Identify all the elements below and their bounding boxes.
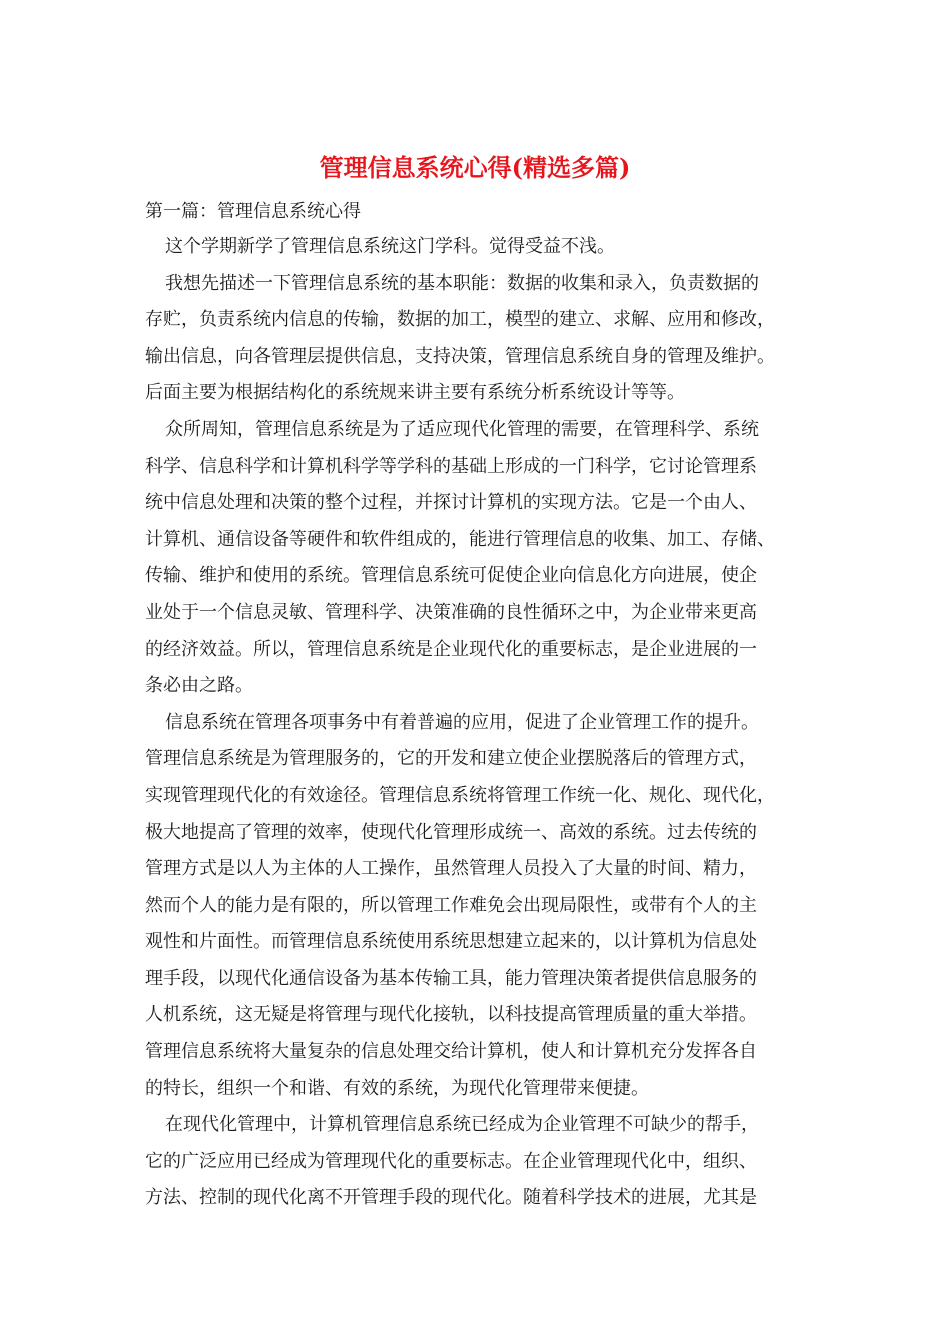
paragraph-line: 输出信息，向各管理层提供信息，支持决策，管理信息系统自身的管理及维护。: [145, 345, 775, 367]
paragraph-line: 实现管理现代化的有效途径。管理信息系统将管理工作统一化、规化、现代化，: [145, 784, 775, 806]
paragraph-line: 理手段，以现代化通信设备为基本传输工具，能力管理决策者提供信息服务的: [145, 967, 757, 989]
paragraph-line: 极大地提高了管理的效率，使现代化管理形成统一、高效的系统。过去传统的: [145, 821, 757, 843]
paragraph-line: 信息系统在管理各项事务中有着普遍的应用，促进了企业管理工作的提升。: [165, 711, 759, 733]
paragraph-line: 管理信息系统将大量复杂的信息处理交给计算机，使人和计算机充分发挥各自: [145, 1041, 757, 1063]
paragraph-line: 科学、信息科学和计算机科学等学科的基础上形成的一门科学，它讨论管理系: [145, 455, 757, 477]
paragraph-line: 方法、控制的现代化离不开管理手段的现代化。随着科学技术的进展，尤其是: [145, 1187, 757, 1209]
paragraph-line: 观性和片面性。而管理信息系统使用系统思想建立起来的，以计算机为信息处: [145, 931, 757, 953]
paragraph-line: 存贮，负责系统内信息的传输，数据的加工，模型的建立、求解、应用和修改，: [145, 309, 775, 331]
paragraph: [145, 705, 810, 1108]
paragraph-line: 它的广泛应用已经成为管理现代化的重要标志。在企业管理现代化中，组织、: [145, 1150, 757, 1172]
paragraph-line: 然而个人的能力是有限的，所以管理工作难免会出现局限性，或带有个人的主: [145, 894, 757, 916]
paragraph-line: 管理信息系统是为管理服务的，它的开发和建立使企业摆脱落后的管理方式，: [145, 748, 757, 770]
paragraph: [145, 1107, 810, 1217]
paragraph-line: 业处于一个信息灵敏、管理科学、决策准确的良性循环之中，为企业带来更高: [145, 601, 757, 623]
paragraph: [145, 266, 810, 412]
document-title: 管理信息系统心得(精选多篇): [319, 153, 631, 182]
paragraph-line: 传输、维护和使用的系统。管理信息系统可促使企业向信息化方向进展，使企: [145, 565, 757, 587]
paragraph: [145, 412, 810, 705]
paragraph-line: 的经济效益。所以，管理信息系统是企业现代化的重要标志，是企业进展的一: [145, 638, 757, 660]
paragraph-line: 我想先描述一下管理信息系统的基本职能：数据的收集和录入，负责数据的: [165, 272, 759, 294]
paragraph-line: 统中信息处理和决策的整个过程，并探讨计算机的实现方法。它是一个由人、: [145, 492, 757, 514]
paragraph-line: 人机系统，这无疑是将管理与现代化接轨，以科技提高管理质量的重大举措。: [145, 1004, 757, 1026]
paragraph: [145, 229, 810, 266]
paragraph-line: 条必由之路。: [145, 675, 253, 697]
paragraph-line: 计算机、通信设备等硬件和软件组成的，能进行管理信息的收集、加工、存储、: [145, 528, 775, 550]
body-text: [145, 229, 810, 1217]
paragraph-line: 这个学期新学了管理信息系统这门学科。觉得受益不浅。: [165, 236, 615, 257]
section-heading: 第一篇：管理信息系统心得: [145, 201, 361, 222]
paragraph-line: 后面主要为根据结构化的系统规来讲主要有系统分析系统设计等等。: [145, 382, 685, 404]
paragraph-line: 众所周知，管理信息系统是为了适应现代化管理的需要，在管理科学、系统: [165, 418, 759, 440]
paragraph-line: 在现代化管理中，计算机管理信息系统已经成为企业管理不可缺少的帮手，: [165, 1114, 759, 1136]
paragraph-line: 的特长，组织一个和谐、有效的系统，为现代化管理带来便捷。: [145, 1077, 649, 1099]
paragraph-line: 管理方式是以人为主体的人工操作，虽然管理人员投入了大量的时间、精力，: [145, 858, 757, 880]
